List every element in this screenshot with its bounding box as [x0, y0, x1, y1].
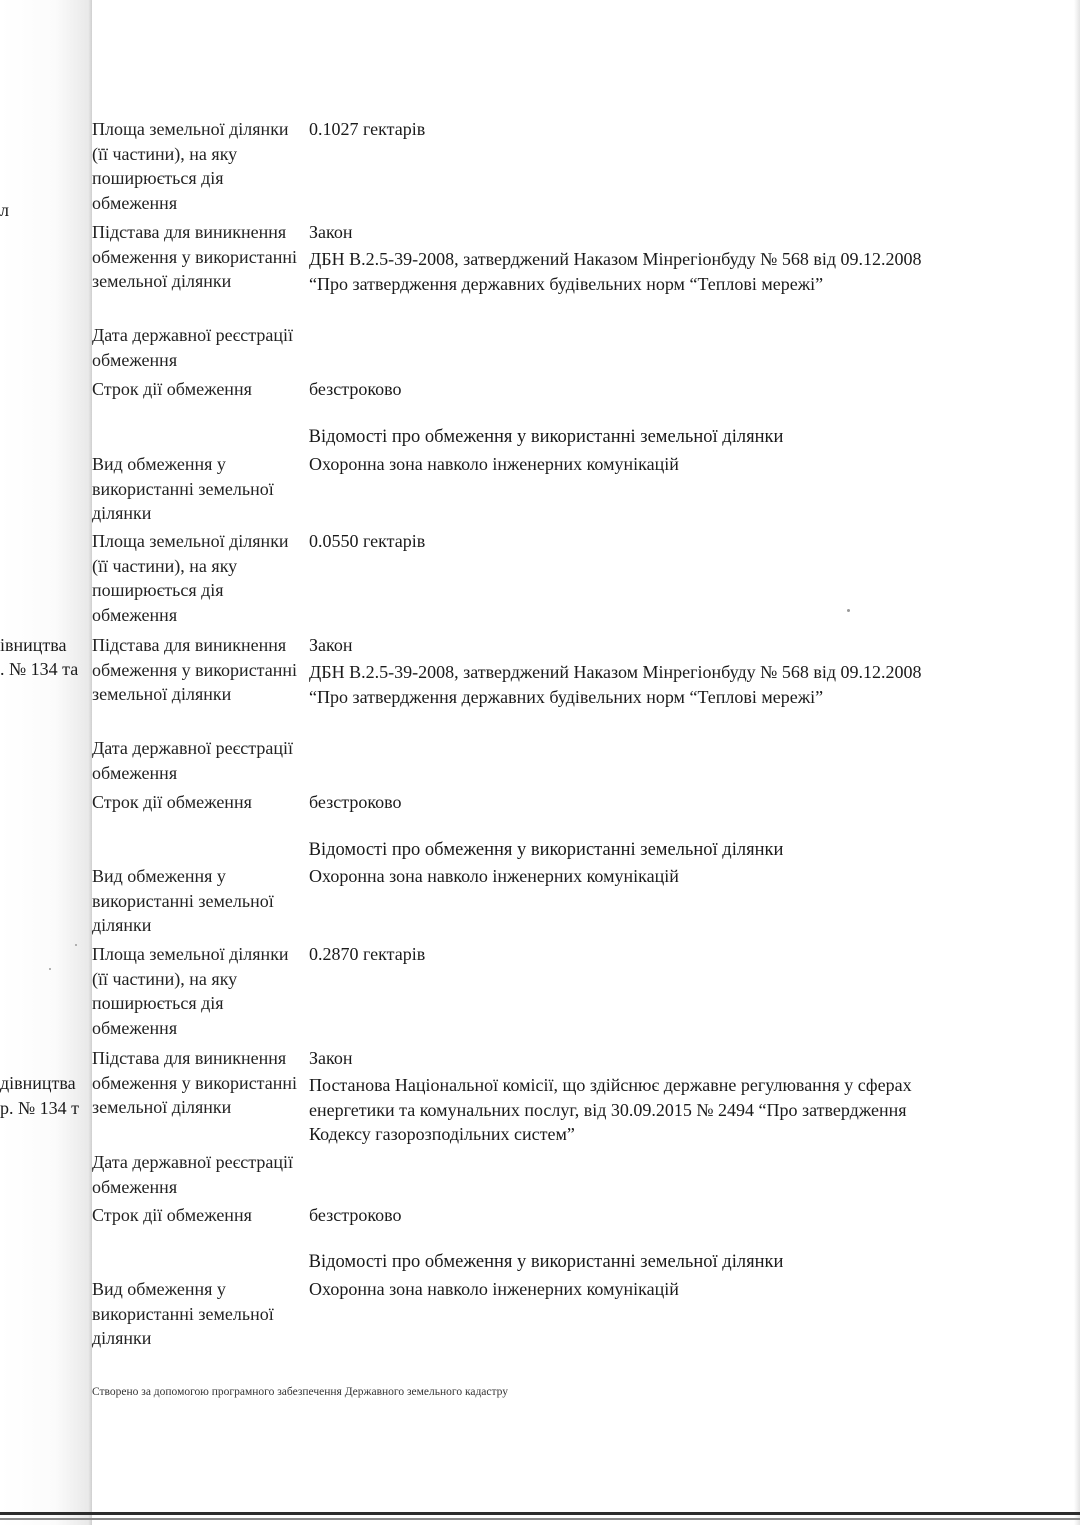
- type-label: Вид обмеження у використанні земельної ділянки: [92, 866, 274, 935]
- term-label: Строк дії обмеження: [92, 792, 252, 812]
- basis-value-document: Постанова Національної комісії, що здійснює державне регулювання у сферах енергетики та комунальних послуг, від 30.09.2015 № 2494 “Про затвердження Кодексу газорозподільних систем”: [309, 1075, 912, 1144]
- page-fold-shadow: [0, 0, 92, 1525]
- type-value: Охоронна зона навколо інженерних комунікацій: [309, 866, 679, 886]
- basis-value-type: Закон: [309, 1048, 353, 1068]
- type-label: Вид обмеження у використанні земельної ділянки: [92, 1279, 274, 1348]
- type-value: Охоронна зона навколо інженерних комунікацій: [309, 454, 679, 474]
- footer-note: Створено за допомогою програмного забезпечення Державного земельного кадастру: [92, 1386, 509, 1398]
- section-heading: Відомості про обмеження у використанні земельної ділянки: [308, 427, 784, 447]
- type-value: Охоронна зона навколо інженерних комунікацій: [309, 1279, 679, 1299]
- area-value: 0.2870 гектарів: [309, 944, 426, 964]
- section-heading: Відомості про обмеження у використанні земельної ділянки: [308, 840, 784, 860]
- area-label: Площа земельної ділянки (її частини), на яку поширюється дія обмеження: [92, 944, 289, 1038]
- area-value: 0.0550 гектарів: [309, 531, 426, 551]
- basis-value-document: ДБН В.2.5-39-2008, затверджений Наказом Мінрегіонбуду № 568 від 09.12.2008 “Про затвердження державних будівельних норм “Теплові мережі”: [309, 249, 922, 294]
- term-value: безстроково: [309, 792, 402, 812]
- scan-speck: [847, 609, 850, 612]
- section-heading: Відомості про обмеження у використанні земельної ділянки: [308, 1252, 784, 1272]
- basis-value-document: ДБН В.2.5-39-2008, затверджений Наказом Мінрегіонбуду № 568 від 09.12.2008 “Про затвердження державних будівельних норм “Теплові мережі”: [309, 662, 922, 707]
- basis-label: Підстава для виникнення обмеження у використанні земельної ділянки: [92, 222, 298, 291]
- margin-fragment: івництва: [0, 635, 67, 655]
- margin-fragment: дівництва: [0, 1073, 76, 1093]
- basis-value-type: Закон: [309, 222, 353, 242]
- page-bottom-edge: [0, 1518, 1080, 1520]
- area-label: Площа земельної ділянки (її частини), на яку поширюється дія обмеження: [92, 531, 289, 625]
- registration-date-label: Дата державної реєстрації обмеження: [92, 325, 293, 370]
- term-label: Строк дії обмеження: [92, 1205, 252, 1225]
- scan-speck: [75, 944, 77, 946]
- margin-fragment: . № 134 та: [0, 659, 79, 679]
- basis-value-type: Закон: [309, 635, 353, 655]
- term-label: Строк дії обмеження: [92, 379, 252, 399]
- margin-fragment: л: [0, 200, 9, 220]
- registration-date-label: Дата державної реєстрації обмеження: [92, 738, 293, 783]
- term-value: безстроково: [309, 1205, 402, 1225]
- registration-date-label: Дата державної реєстрації обмеження: [92, 1152, 293, 1197]
- scan-speck: [49, 968, 51, 970]
- basis-label: Підстава для виникнення обмеження у використанні земельної ділянки: [92, 635, 298, 704]
- area-label: Площа земельної ділянки (її частини), на яку поширюється дія обмеження: [92, 119, 289, 213]
- term-value: безстроково: [309, 379, 402, 399]
- page-right-edge: [1074, 0, 1080, 1525]
- area-value: 0.1027 гектарів: [309, 119, 426, 139]
- margin-fragment: р. № 134 т: [0, 1098, 80, 1118]
- basis-label: Підстава для виникнення обмеження у використанні земельної ділянки: [92, 1048, 298, 1117]
- page-bottom-edge: [0, 1512, 1080, 1515]
- type-label: Вид обмеження у використанні земельної ділянки: [92, 454, 274, 523]
